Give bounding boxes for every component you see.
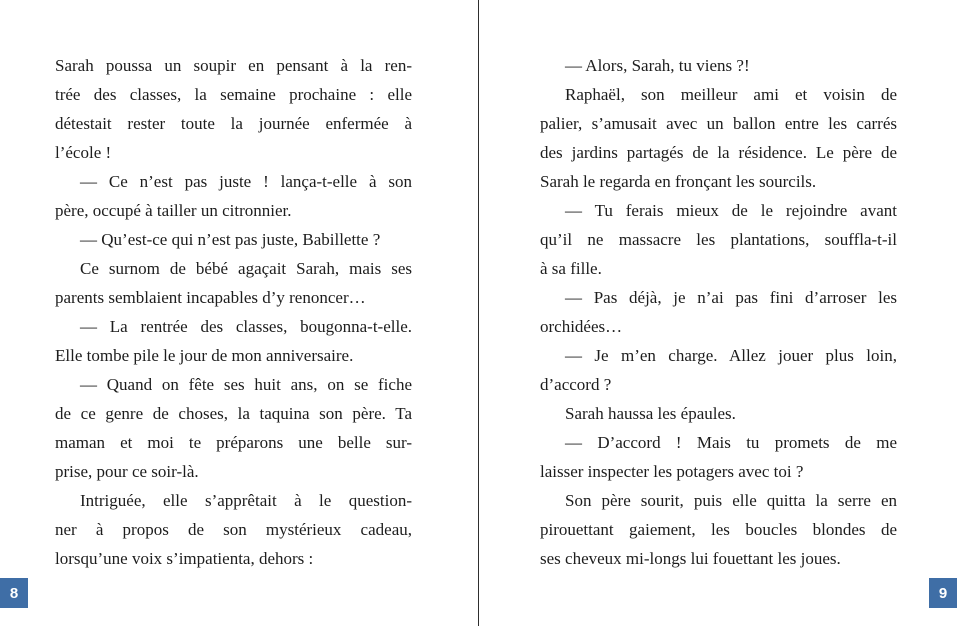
text-line: détestait rester toute la journée enfermée à xyxy=(55,114,412,133)
text-line: maman et moi te préparons une belle sur- xyxy=(55,433,412,452)
text-line: l’école ! xyxy=(55,143,112,162)
text-line: Ce surnom de bébé agaçait Sarah, mais ses xyxy=(80,259,412,278)
text-line: des jardins partagés de la résidence. Le père de xyxy=(540,143,897,162)
text-line: trée des classes, la semaine prochaine : elle xyxy=(55,85,412,104)
text-line: Intriguée, elle s’apprêtait à le question- xyxy=(80,491,412,510)
text-line: parents semblaient incapables d’y renoncer… xyxy=(55,288,366,307)
text-line: Elle tombe pile le jour de mon anniversaire. xyxy=(55,346,354,365)
text-line: pirouettant gaiement, les boucles blondes de xyxy=(540,520,897,539)
text-line: orchidées… xyxy=(540,317,623,336)
text-line: — Qu’est-ce qui n’est pas juste, Babillette ? xyxy=(80,230,381,249)
text-line: — D’accord ! Mais tu promets de me xyxy=(565,433,897,452)
text-line: Son père sourit, puis elle quitta la serre en xyxy=(565,491,897,510)
text-line: — La rentrée des classes, bougonna-t-elle. xyxy=(80,317,412,336)
text-line: Sarah haussa les épaules. xyxy=(565,404,736,423)
text-line: prise, pour ce soir-là. xyxy=(55,462,199,481)
page-right xyxy=(479,0,957,626)
page-left-text xyxy=(55,51,412,573)
text-line: — Pas déjà, je n’ai pas fini d’arroser les xyxy=(565,288,897,307)
page-left xyxy=(0,0,478,626)
text-line: lorsqu’une voix s’impatienta, dehors : xyxy=(55,549,314,568)
text-line: Sarah le regarda en fronçant les sourcils. xyxy=(540,172,817,191)
page-number-left: 8 xyxy=(0,578,28,608)
text-line: d’accord ? xyxy=(540,375,612,394)
text-line: — Ce n’est pas juste ! lança-t-elle à son xyxy=(80,172,412,191)
text-line: de ce genre de choses, la taquina son père. Ta xyxy=(55,404,412,423)
text-line: à sa fille. xyxy=(540,259,602,278)
text-line: qu’il ne massacre les plantations, souffla-t-il xyxy=(540,230,897,249)
text-line: — Alors, Sarah, tu viens ?! xyxy=(565,56,750,75)
text-line: — Quand on fête ses huit ans, on se fiche xyxy=(80,375,412,394)
text-line: ner à propos de son mystérieux cadeau, xyxy=(55,520,412,539)
text-line: père, occupé à tailler un citronnier. xyxy=(55,201,292,220)
text-line: — Je m’en charge. Allez jouer plus loin, xyxy=(565,346,897,365)
text-line: palier, s’amusait avec un ballon entre les carrés xyxy=(540,114,897,133)
page-right-text xyxy=(540,51,897,573)
text-line: Sarah poussa un soupir en pensant à la ren- xyxy=(55,56,412,75)
text-line: — Tu ferais mieux de le rejoindre avant xyxy=(565,201,897,220)
page-number-right: 9 xyxy=(929,578,957,608)
text-line: Raphaël, son meilleur ami et voisin de xyxy=(565,85,897,104)
text-line: laisser inspecter les potagers avec toi ? xyxy=(540,462,804,481)
text-line: ses cheveux mi-longs lui fouettant les joues. xyxy=(540,549,841,568)
